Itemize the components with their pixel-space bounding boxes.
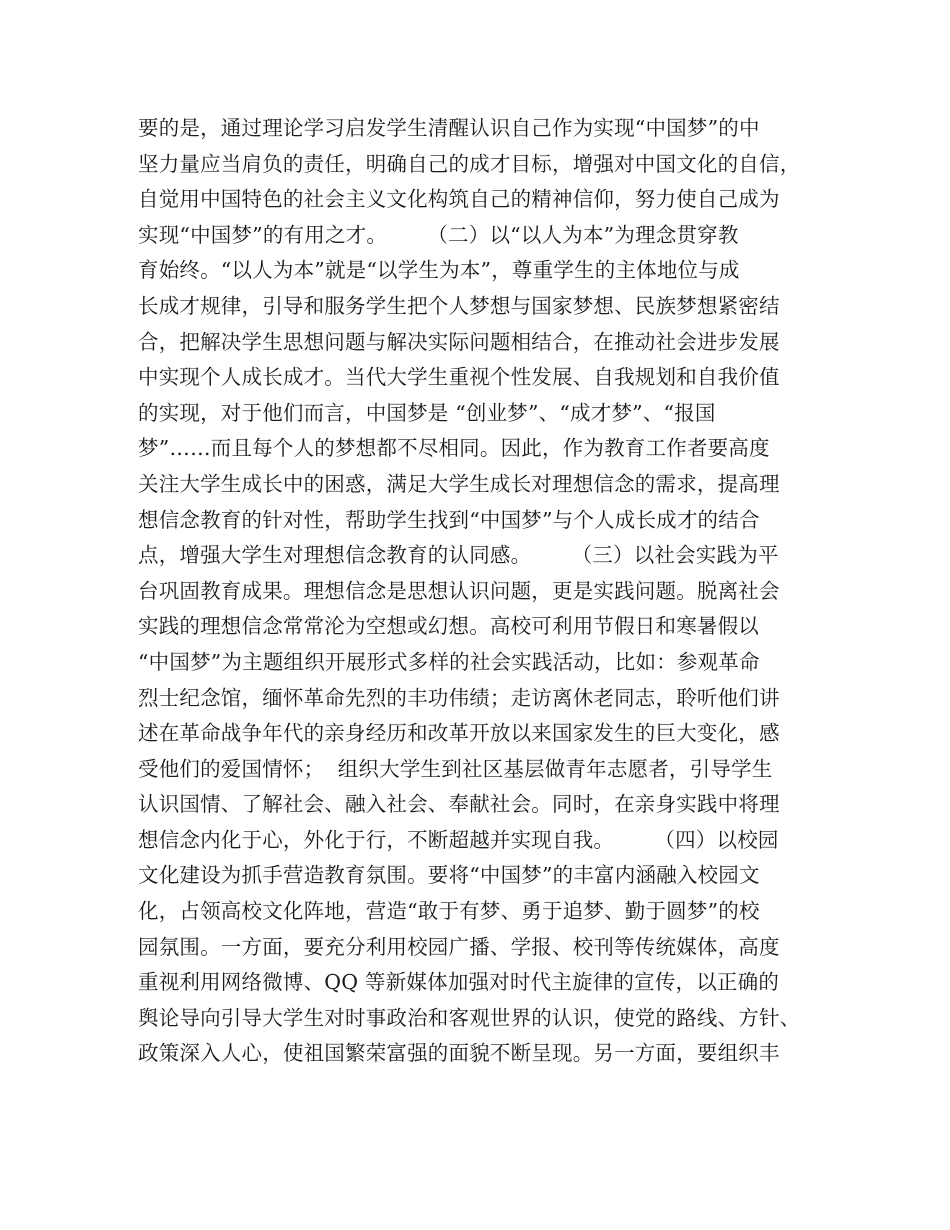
text-line: 重视利用网络微博、QQ 等新媒体加强对时代主旋律的宣传，以正确的 bbox=[138, 970, 780, 995]
text-line: 受他们的爱国情怀； 组织大学生到社区基层做青年志愿者，引导学生 bbox=[138, 756, 773, 781]
text-line: 的实现，对于他们而言，中国梦是 “创业梦”、“成才梦”、“报国 bbox=[138, 400, 716, 425]
text-line: 要的是，通过理论学习启发学生清醒认识自己作为实现“中国梦”的中 bbox=[138, 116, 760, 140]
text-line: 自觉用中国特色的社会主义文化构筑自己的精神信仰，努力使自己成为 bbox=[138, 187, 780, 212]
text-line: 烈士纪念馆，缅怀革命先烈的丰功伟绩；走访离休老同志，聆听他们讲 bbox=[138, 685, 780, 710]
text-line: 实践的理想信念常常沦为空想或幻想。高校可利用节假日和寒暑假以 bbox=[138, 614, 759, 639]
text-line: 政策深入人心，使祖国繁荣富强的面貌不断呈现。另一方面，要组织丰 bbox=[138, 1041, 780, 1066]
text-line: 文化建设为抓手营造教育氛围。要将“中国梦”的丰富内涵融入校园文 bbox=[138, 863, 760, 888]
body-text bbox=[138, 111, 838, 1072]
text-line: 育始终。“以人为本”就是“以学生为本”，尊重学生的主体地位与成 bbox=[138, 258, 740, 283]
text-line: 梦”……而且每个人的梦想都不尽相同。因此，作为教育工作者要高度 bbox=[138, 436, 770, 461]
text-line: 台巩固教育成果。理想信念是思想认识问题，更是实践问题。脱离社会 bbox=[138, 578, 780, 603]
text-line: 述在革命战争年代的亲身经历和改革开放以来国家发生的巨大变化，感 bbox=[138, 721, 780, 746]
text-line: 实现“中国梦”的有用之才。 （二）以“以人为本”为理念贯穿教 bbox=[138, 222, 739, 247]
text-line: 中实现个人成长成才。当代大学生重视个性发展、自我规划和自我价值 bbox=[138, 365, 780, 390]
text-line: 点，增强大学生对理想信念教育的认同感。 （三）以社会实践为平 bbox=[138, 543, 779, 568]
text-line: 长成才规律，引导和服务学生把个人梦想与国家梦想、民族梦想紧密结 bbox=[138, 293, 780, 318]
text-line: “中国梦”为主题组织开展形式多样的社会实践活动，比如：参观革命 bbox=[138, 649, 760, 674]
text-line: 园氛围。一方面，要充分利用校园广播、学报、校刊等传统媒体，高度 bbox=[138, 934, 780, 959]
text-line: 关注大学生成长中的困惑，满足大学生成长对理想信念的需求，提高理 bbox=[138, 471, 780, 496]
text-line: 想信念内化于心，外化于行，不断超越并实现自我。 （四）以校园 bbox=[138, 827, 779, 852]
text-line: 认识国情、了解社会、融入社会、奉献社会。同时，在亲身实践中将理 bbox=[138, 792, 780, 817]
text-line: 坚力量应当肩负的责任，明确自己的成才目标，增强对中国文化的自信， bbox=[138, 151, 801, 176]
text-line: 合，把解决学生思想问题与解决实际问题相结合，在推动社会进步发展 bbox=[138, 329, 780, 354]
text-line: 想信念教育的针对性，帮助学生找到“中国梦”与个人成长成才的结合 bbox=[138, 507, 760, 532]
text-line: 化，占领高校文化阵地，营造“敢于有梦、勇于追梦、勤于圆梦”的校 bbox=[138, 899, 760, 924]
text-line: 舆论导向引导大学生对时事政治和客观世界的认识，使党的路线、方针、 bbox=[138, 1005, 801, 1030]
